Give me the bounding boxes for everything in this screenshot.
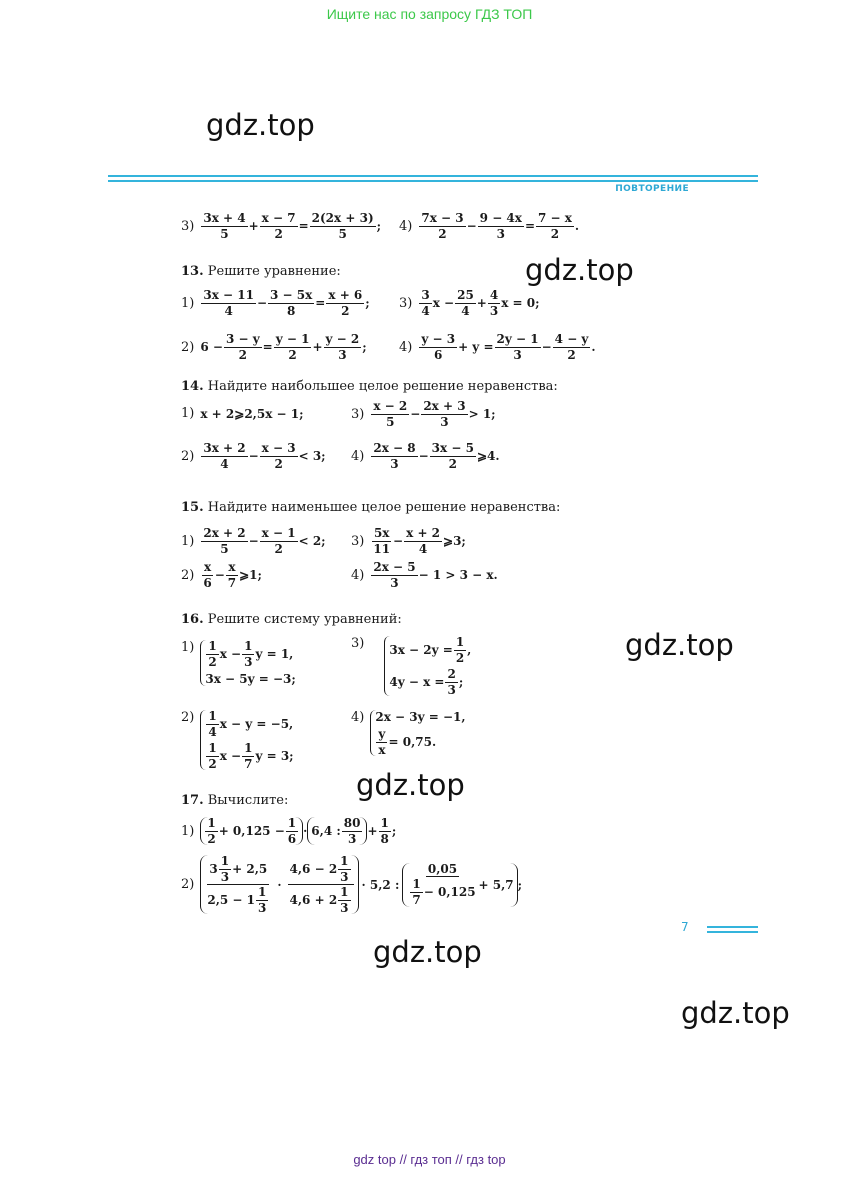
item-number: 4) <box>399 218 413 234</box>
watermark: gdz.top <box>356 768 465 802</box>
equation-system: 1 4 x − y = −5, 1 2 x − $\frac{1}{7}$ y = 3; <box>200 710 293 770</box>
task16-item-1: 1) 1 2 x − $\frac{1}{3}$ y = 1, 3x − 5y = −3; <box>181 639 296 687</box>
fraction: 3x + 4 5 <box>203 211 246 241</box>
top-banner[interactable]: Ищите нас по запросу ГДЗ ТОП <box>326 6 533 22</box>
task13-item-3: 3) 3 4 x − $\frac{25}{4}$ + $\frac{4}{3}$ x = 0; <box>399 288 540 318</box>
task13-item-2: 2) 6 − $\frac{3 - y}{2}$ = $\frac{y - 1}{2}$ + $\frac{y - 2}{3}$ ; <box>181 332 367 362</box>
page-number: 7 <box>681 920 689 934</box>
task12-item-3: 3) 3x + 4 5 + $\frac{x - 7}{2}$ = $\frac{2(2x + 3)}{5}$ ; <box>181 211 382 241</box>
fraction: 7x − 3 2 <box>421 211 464 241</box>
task-15-title: 15. Найдите наименьшее целое решение неравенства: <box>181 500 561 515</box>
fraction: $\frac{2(2x + 3)}{5}$ <box>311 211 374 241</box>
fraction: $\frac{x - 7}{2}$ <box>261 211 296 241</box>
fraction: $\frac{9 - 4x}{3}$ <box>479 211 522 241</box>
header-rule <box>108 180 758 182</box>
watermark: gdz.top <box>625 628 734 662</box>
task16-item-4: 4) 2x − 3y = −1, $\frac{y}{x}$ = 0,75. <box>351 710 466 757</box>
task16-item-2: 2) 1 4 x − y = −5, 1 2 x − $\frac{1}{7}$ y = 3; <box>181 709 294 771</box>
task17-item-1: 1) 1 2 + 0,125 − $\frac{1}{6}$ · 6,4 : 80 3 + $\frac{1}{8}$ ; <box>181 816 397 846</box>
task13-item-1: 1) 3x − 11 4 − $\frac{3 - 5x}{8}$ = $\frac{x + 6}{2}$ ; <box>181 288 370 318</box>
task-13-title: 13. Решите уравнение: <box>181 264 341 279</box>
task15-item-2: 2) x 6 − $\frac{x}{7}$ ⩾1; <box>181 560 262 590</box>
task15-item-4: 4) 2x − 5 3 − 1 > 3 − x. <box>351 560 498 590</box>
page-rule <box>707 931 758 933</box>
task15-item-3: 3) 5x 11 − $\frac{x + 2}{4}$ ⩾3; <box>351 526 466 556</box>
equation-system: 2x − 3y = −1, $\frac{y}{x}$ = 0,75. <box>370 710 465 756</box>
task14-item-4: 4) 2x − 8 3 − $\frac{3x - 5}{2}$ ⩾4. <box>351 441 500 471</box>
task14-item-1: 1) x + 2⩾2,5x − 1; <box>181 406 304 421</box>
task-14-title: 14. Найдите наибольшее целое решение неравенства: <box>181 379 558 394</box>
fraction: $\frac{7 - x}{2}$ <box>538 211 572 241</box>
task14-item-2: 2) 3x + 2 4 − $\frac{x - 3}{2}$ < 3; <box>181 441 326 471</box>
equation-system: 3x − 2y = $\frac{1}{2}$ , 4y − x = $\frac{2}{3}$ ; <box>384 636 471 696</box>
watermark: gdz.top <box>373 935 482 969</box>
footer-links[interactable]: gdz top // гдз топ // гдз top <box>353 1152 506 1167</box>
task14-item-3: 3) x − 2 5 − $\frac{2x + 3}{3}$ > 1; <box>351 399 496 429</box>
watermark: gdz.top <box>525 253 634 287</box>
running-head: ПОВТОРЕНИЕ <box>615 184 689 194</box>
watermark: gdz.top <box>206 108 315 142</box>
watermark: gdz.top <box>681 996 790 1030</box>
task16-item-3: 3) 3x − 2y = $\frac{1}{2}$ , 4y − x = $\frac{2}{3}$ ; <box>351 635 472 697</box>
task-17-title: 17. Вычислите: <box>181 793 289 808</box>
equation-system: 1 2 x − $\frac{1}{3}$ y = 1, 3x − 5y = −3; <box>200 640 295 686</box>
header-rule <box>108 175 758 177</box>
task17-item-2: 2) 3 1 3 + 2,5 2,5 − 1 1 3 · 4,6 − 2 1 3 4,6 + 2 1 3 · 5,2 : 0,05 1 7 − 0,125 + 5,7 ; <box>181 854 523 915</box>
page-rule <box>707 926 758 928</box>
task15-item-1: 1) 2x + 2 5 − $\frac{x - 1}{2}$ < 2; <box>181 526 326 556</box>
task-16-title: 16. Решите систему уравнений: <box>181 612 402 627</box>
task13-item-4: 4) y − 3 6 + y = $\frac{2y - 1}{3}$ − $\frac{4 - y}{2}$ . <box>399 332 596 362</box>
task12-item-4: 4) 7x − 3 2 − $\frac{9 - 4x}{3}$ = $\frac{7 - x}{2}$ . <box>399 211 580 241</box>
item-number: 3) <box>181 218 195 234</box>
